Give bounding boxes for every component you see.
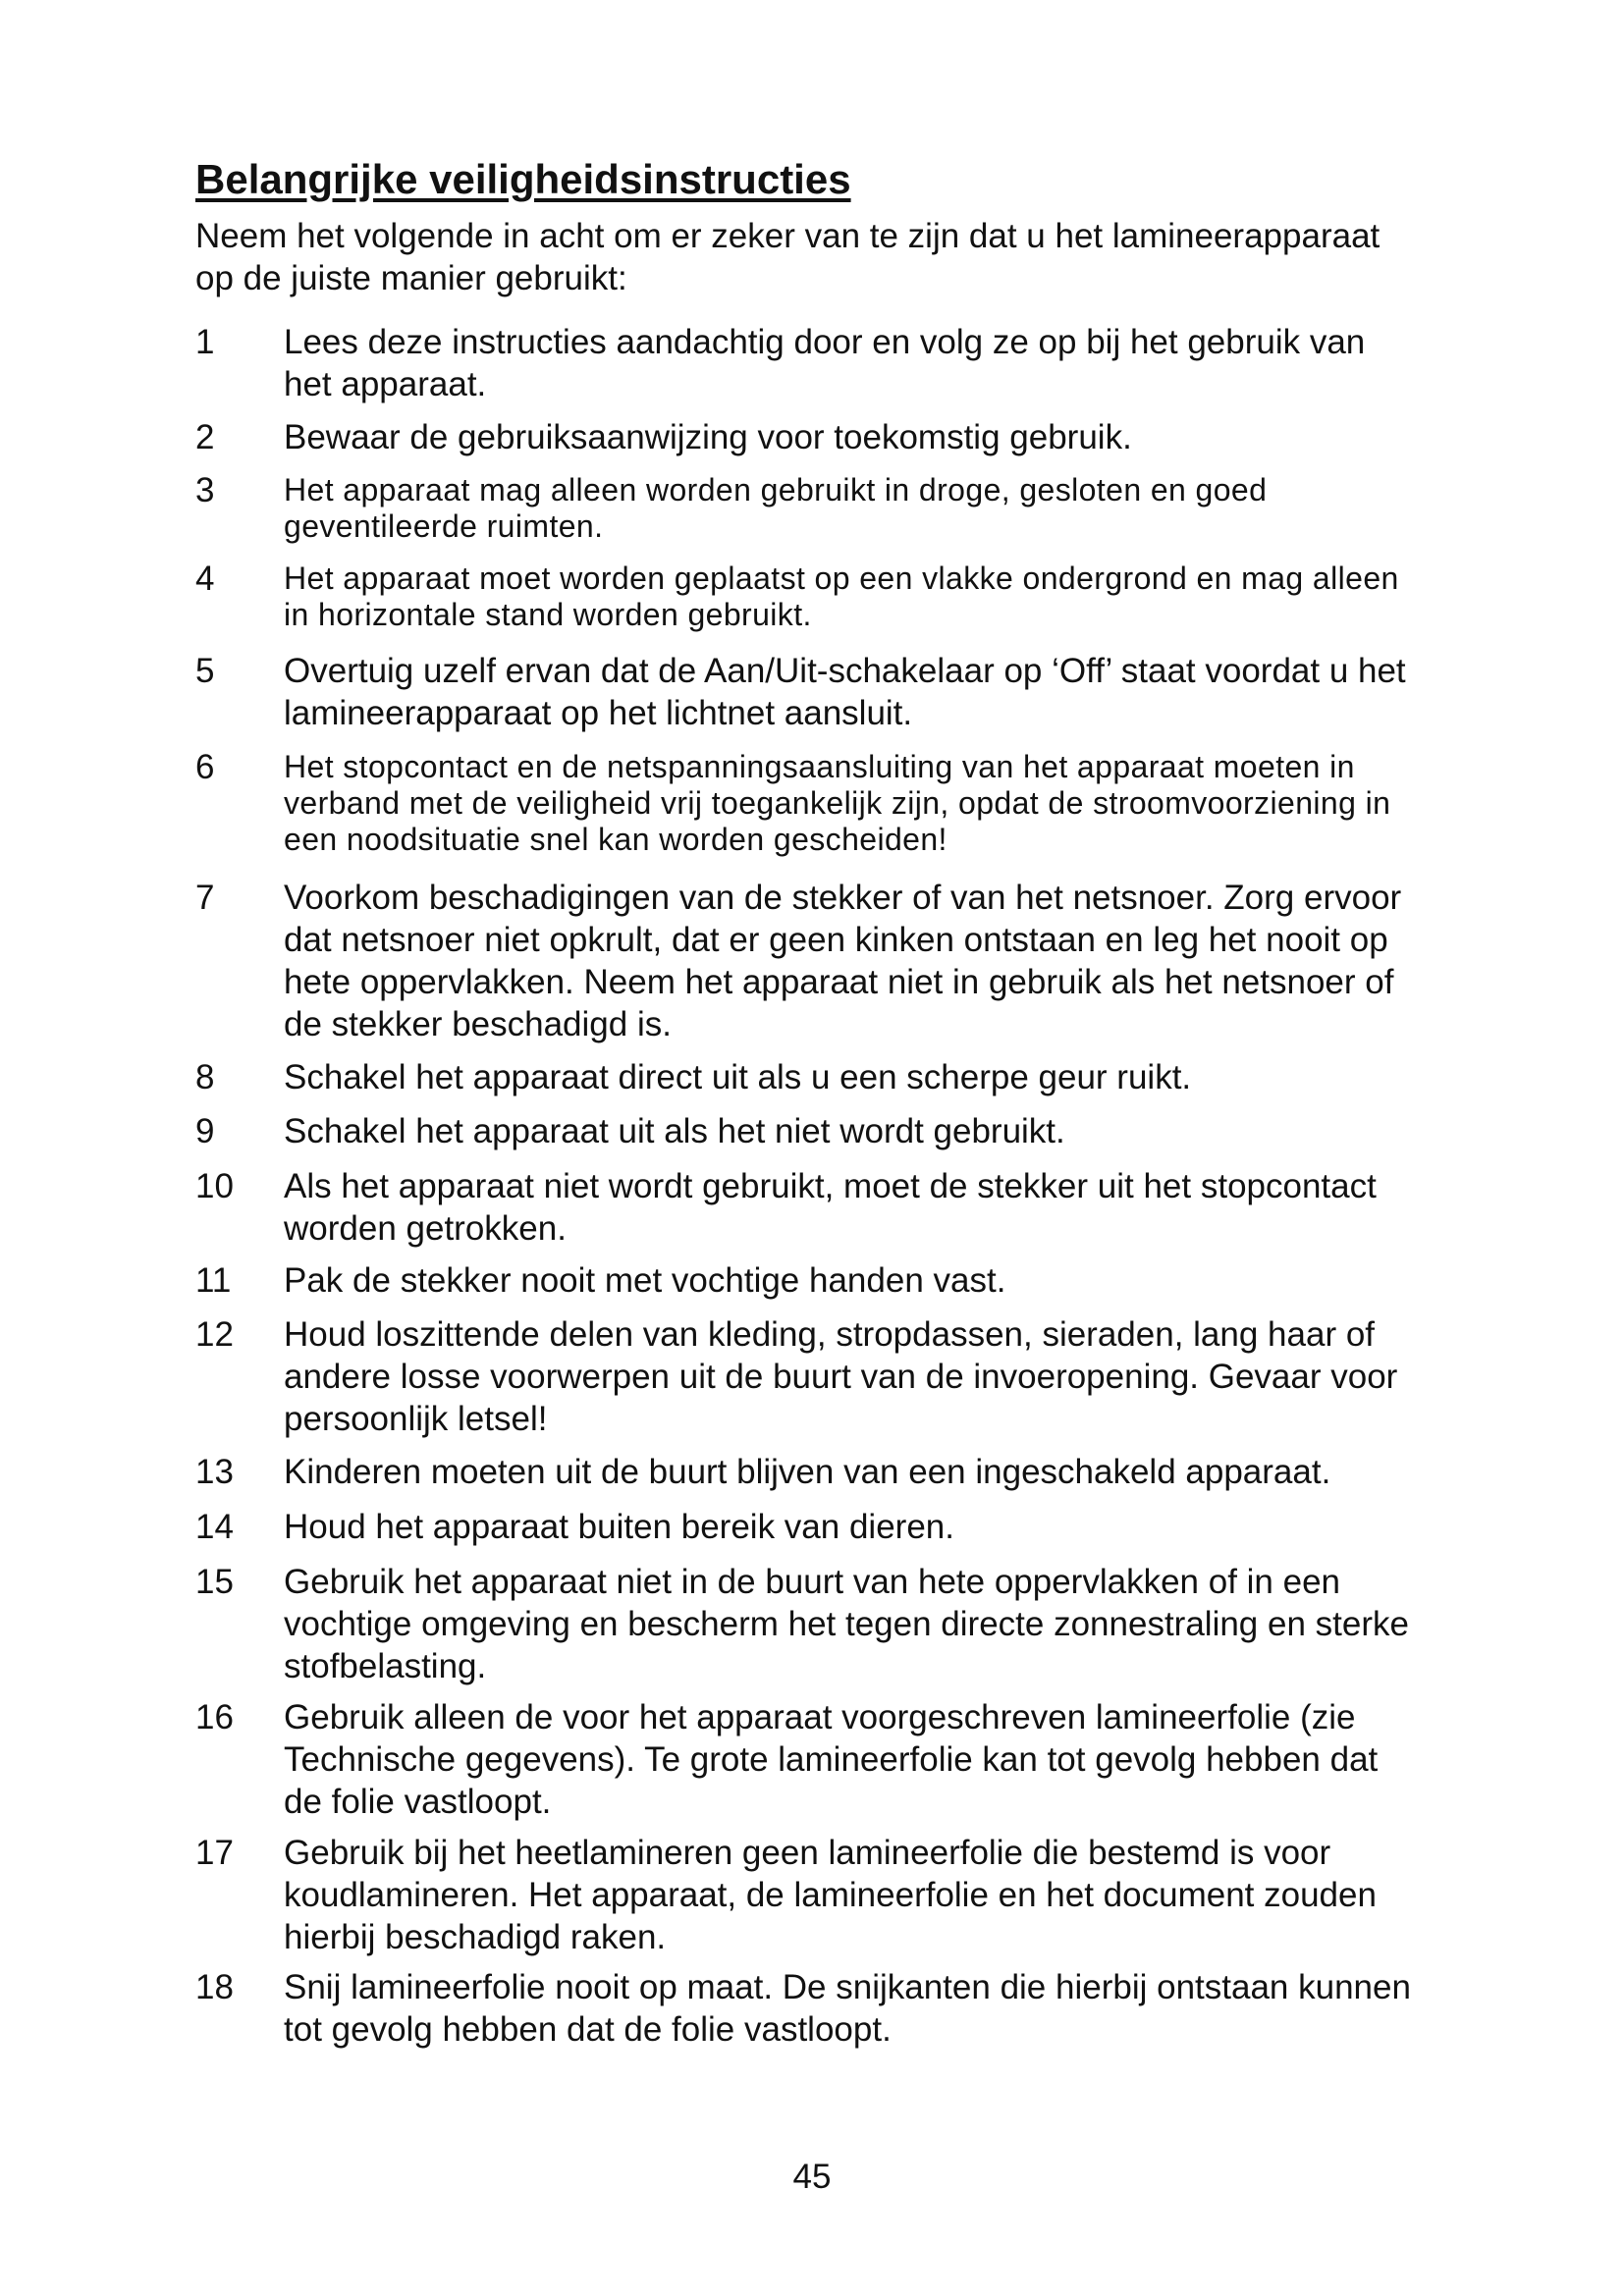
item-text: Gebruik bij het heetlamineren geen lamineerfolie die bestemd is voor koudlamineren. Het apparaat, de lamineerfolie en het document zouden hierbij beschadigd raken. <box>284 1834 1377 1956</box>
item-text: Bewaar de gebruiksaanwijzing voor toekomstig gebruik. <box>284 418 1132 456</box>
item-number: 8 <box>195 1058 215 1096</box>
item-number: 16 <box>195 1698 234 1736</box>
item-text: Het apparaat moet worden geplaatst op een vlakke ondergrond en mag alleen in horizontale stand worden gebruikt. <box>284 561 1399 632</box>
item-number: 3 <box>195 471 215 509</box>
item-text: Voorkom beschadigingen van de stekker of van het netsnoer. Zorg ervoor dat netsnoer niet opkrult, dat er geen kinken ontstaan en leg het nooit op hete oppervlakken. Neem het apparaat niet in gebruik als het netsnoer of de stekker beschadigd is. <box>284 879 1402 1043</box>
item-text: Schakel het apparaat uit als het niet wordt gebruikt. <box>284 1112 1065 1150</box>
item-text: Gebruik alleen de voor het apparaat voorgeschreven lamineerfolie (zie Technische gegevens). Te grote lamineerfolie kan tot gevolg hebben dat de folie vastloopt. <box>284 1698 1379 1821</box>
item-number: 7 <box>195 879 215 917</box>
item-number: 18 <box>195 1968 234 2006</box>
item-number: 9 <box>195 1112 215 1150</box>
item-text: Schakel het apparaat direct uit als u een scherpe geur ruikt. <box>284 1058 1192 1096</box>
item-text: Kinderen moeten uit de buurt blijven van een ingeschakeld apparaat. <box>284 1453 1331 1491</box>
item-text: Gebruik het apparaat niet in de buurt van hete oppervlakken of in een vochtige omgeving en bescherm het tegen directe zonnestraling en sterke stofbelasting. <box>284 1563 1409 1685</box>
item-text: Houd loszittende delen van kleding, stropdassen, sieraden, lang haar of andere losse voorwerpen uit de buurt van de invoeropening. Gevaar voor persoonlijk letsel! <box>284 1315 1398 1438</box>
item-text: Het stopcontact en de netspanningsaansluiting van het apparaat moeten in verband met de veiligheid vrij toegankelijk zijn, opdat de stroomvoorziening in een noodsituatie snel kan worden gescheiden! <box>284 749 1391 857</box>
item-number: 2 <box>195 418 215 456</box>
item-number: 17 <box>195 1834 234 1872</box>
item-number: 10 <box>195 1167 234 1205</box>
item-number: 4 <box>195 560 215 598</box>
intro-paragraph: Neem het volgende in acht om er zeker van te zijn dat u het lamineerapparaat op de juiste manier gebruikt: <box>195 217 1380 297</box>
item-text: Als het apparaat niet wordt gebruikt, moet de stekker uit het stopcontact worden getrokken. <box>284 1167 1377 1248</box>
item-number: 5 <box>195 652 215 690</box>
item-text: Overtuig uzelf ervan dat de Aan/Uit-schakelaar op ‘Off’ staat voordat u het lamineerapparaat op het lichtnet aansluit. <box>284 652 1406 732</box>
item-text: Lees deze instructies aandachtig door en volg ze op bij het gebruik van het apparaat. <box>284 323 1366 403</box>
item-number: 13 <box>195 1453 234 1491</box>
item-number: 11 <box>195 1261 232 1300</box>
item-number: 15 <box>195 1563 234 1601</box>
item-number: 6 <box>195 748 215 786</box>
item-number: 14 <box>195 1508 234 1546</box>
item-text: Het apparaat mag alleen worden gebruikt in droge, gesloten en goed geventileerde ruimten. <box>284 472 1268 544</box>
item-text: Pak de stekker nooit met vochtige handen vast. <box>284 1261 1006 1300</box>
page-number: 45 <box>792 2158 832 2196</box>
item-number: 12 <box>195 1315 234 1354</box>
item-number: 1 <box>195 323 215 361</box>
item-text: Snij lamineerfolie nooit op maat. De snijkanten die hierbij ontstaan kunnen tot gevolg hebben dat de folie vastloopt. <box>284 1968 1411 2049</box>
item-text: Houd het apparaat buiten bereik van dieren. <box>284 1508 954 1546</box>
page-title: Belangrijke veiligheidsinstructies <box>195 156 851 202</box>
